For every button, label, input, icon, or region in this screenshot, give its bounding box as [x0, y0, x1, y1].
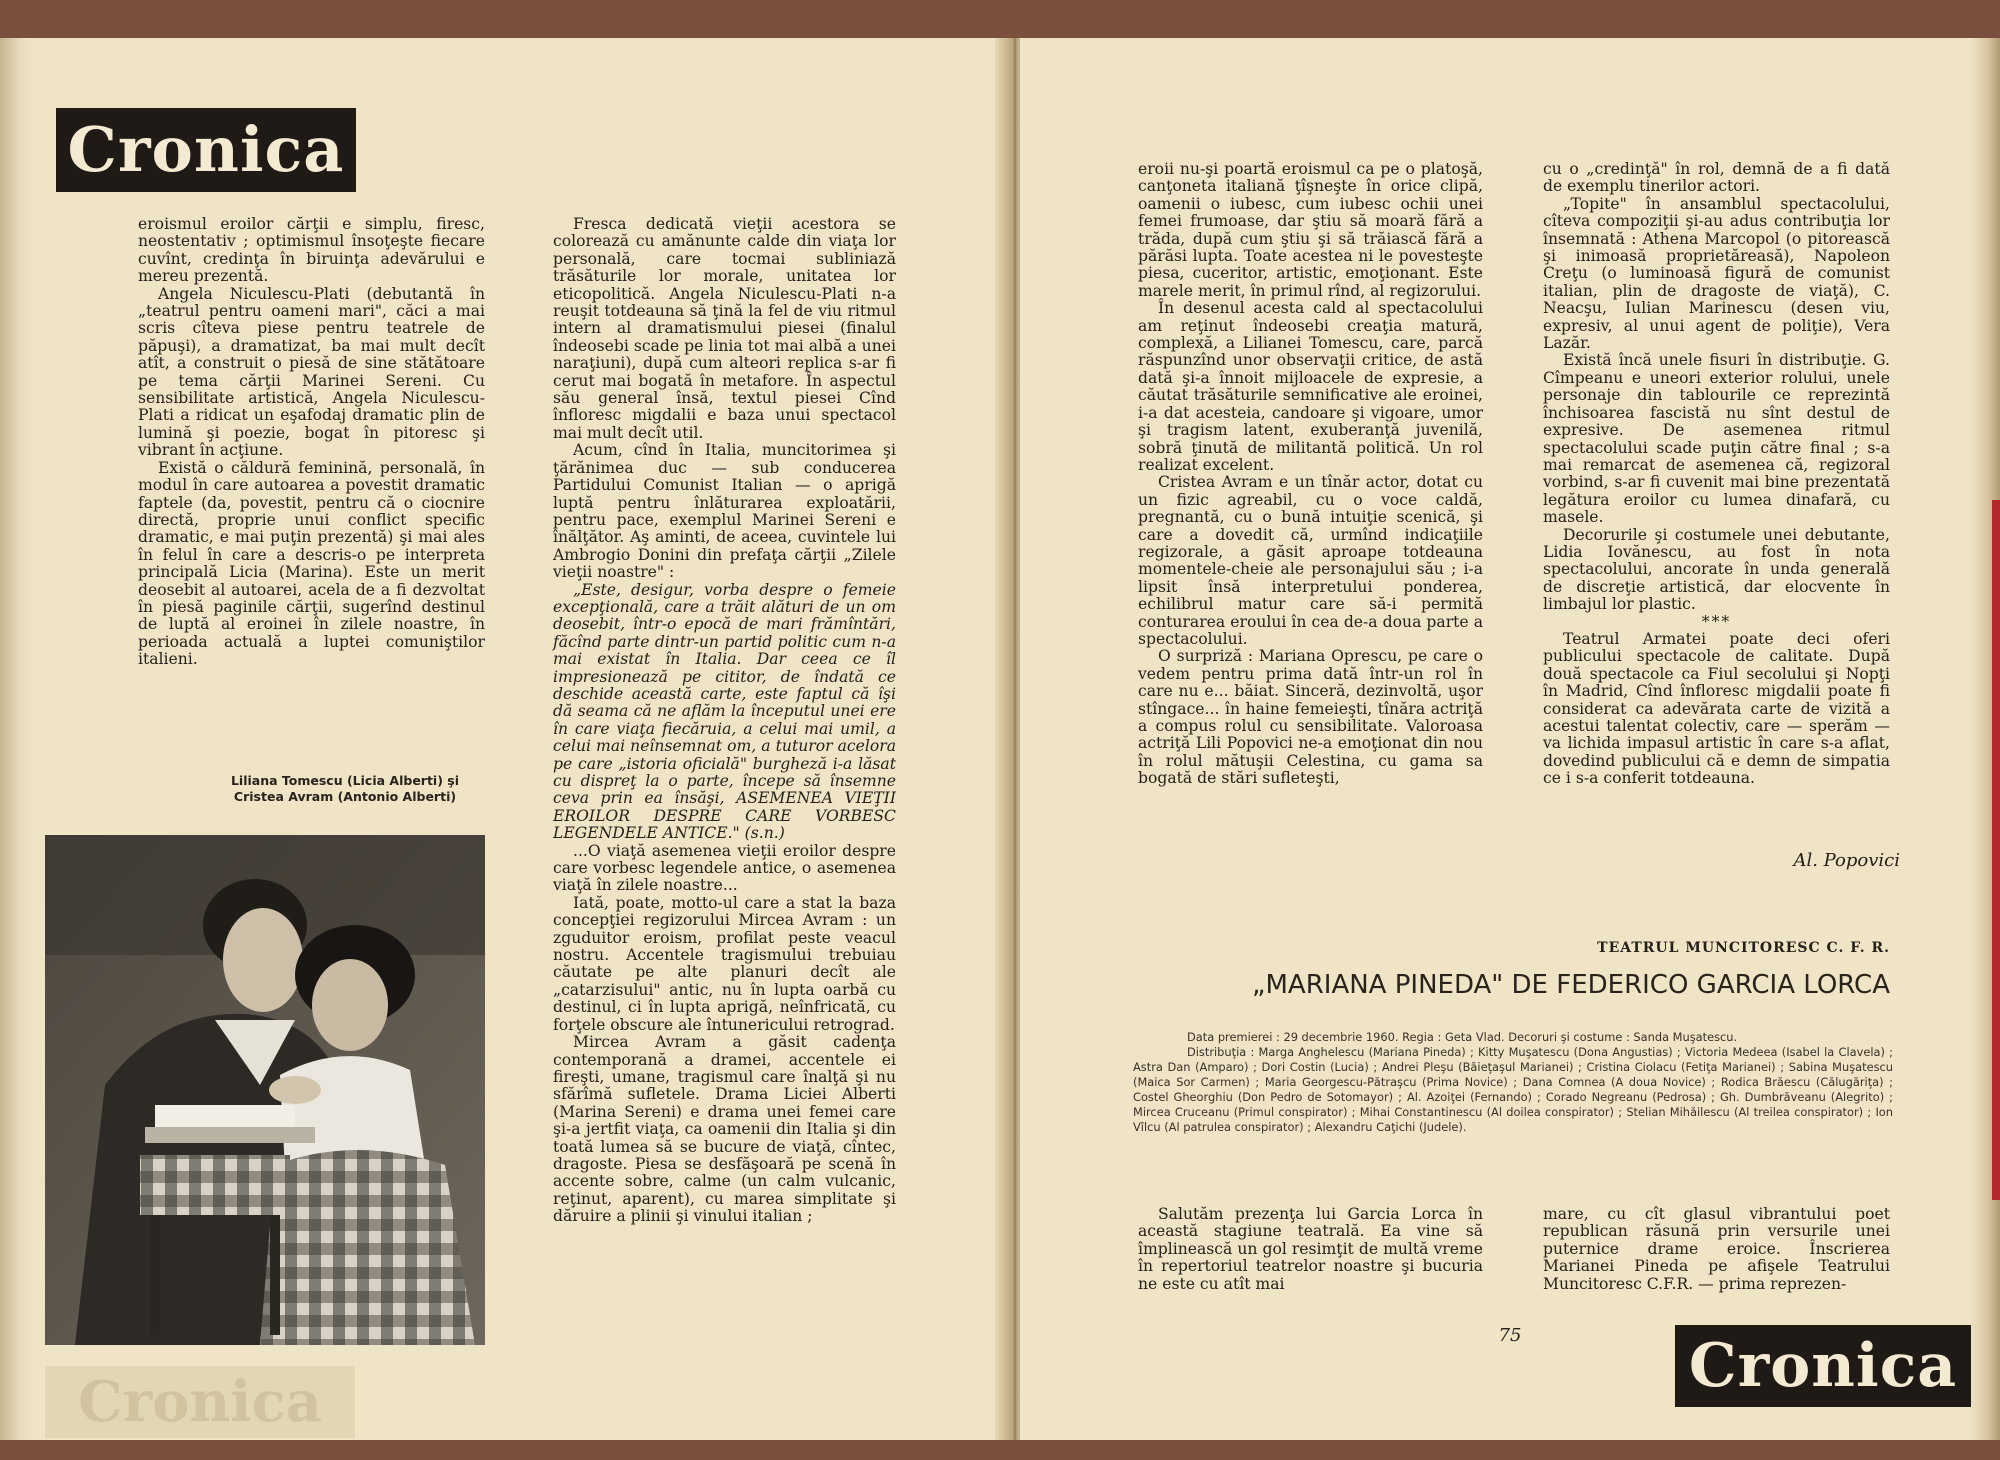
right-page — [1020, 38, 2000, 1440]
paragraph: Iată, poate, motto-ul care a stat la baza concepţiei regizorului Mircea Avram : un zguduitor eroism, profilat peste veacul nostru. Accentele tragismului trebuiau căutate pe alte planuri decît ale „catarzisului" antic, nu în lupta oarbă cu destinul, ci în lupta aprigă, neînfricată, cu forţele obscure ale întunericului retrograd. — [553, 893, 896, 1034]
red-page-tab — [1992, 500, 2000, 1200]
paragraph: Acum, cînd în Italia, muncitorimea şi ţărănimea duc — sub conducerea Partidului Comunist Italian — o aprigă luptă pentru înlăturarea exploatării, pentru pace, exemplul Marinei Sereni e înălţător. Aş aminti, de aceea, cuvintele lui Ambrogio Donini din prefaţa cărţii „Zilele vieţii noastre" : — [553, 441, 896, 582]
bottom-column-1 — [1138, 1206, 1483, 1293]
paragraph: ...O viaţă asemenea vieţii eroilor despre care vorbesc legendele antice, o asemenea viaţă în zilele noastre... — [553, 841, 896, 895]
paragraph: Angela Niculescu-Plati (debutantă în „teatrul pentru oameni mari", căci a mai scris cîteva piese pentru teatrele de păpuşi), a dramatizat, ba mai mult decît atît, a construit o piesă de sine stătătoare pe tema cărţii Marinei Sereni. Cu sensibilitate artistică, Angela Niculescu-Plati a ridicat un eşafodaj dramatic plin de lumină şi poezie, bogat în pitoresc şi vibrant în acţiune. — [138, 284, 485, 460]
quote-paragraph: „Este, desigur, vorba despre o femeie excepţională, care a trăit alături de un om deosebit, într-o epocă de mari frămîntări, făcînd parte dintr-un partid politic cum n-a mai existat în Italia. Dar ceea ce îl impresionează pe cititor, de îndată ce deschide această carte, este faptul că îşi dă seama că ne aflăm la începutul unei ere în care viaţa fiecăruia, a celui mai umil, a celui mai neînsemnat om, a tuturor acelora pe care „istoria oficială" burgheză i-a lăsat cu dispreţ la o parte, începe să însemne ceva prin ea însăşi, ASEMENEA VIEŢII EROILOR DESPRE CARE VORBESC LEGENDELE ANTICE." (s.n.) — [553, 580, 896, 843]
paragraph: Cristea Avram e un tînăr actor, dotat cu un fizic agreabil, cu o voce caldă, pregnantă, cu o bună intuiţie scenică, şi care a dovedit că, urmînd indicaţiile regizorale, a găsit aproape totdeauna momentele-cheie ale personajului său ; i-a lipsit însă interpretului ponderea, echilibrul matur care să-i permită conturarea eroului în cea de-a doua parte a spectacolului. — [1138, 473, 1483, 648]
paragraph: mare, cu cît glasul vibrantului poet republican răsună prin versurile unei puternice drame eroice. Înscrierea Marianei Pineda pe afişele Teatrului Muncitoresc C.F.R. — prima reprezen- — [1543, 1205, 1890, 1293]
right-column-1 — [1138, 161, 1483, 788]
faded-logo-print: Cronica — [45, 1366, 355, 1438]
paragraph: eroismul eroilor cărţii e simplu, firesc, neostentativ ; optimismul însoţeşte fiecare cuvînt, credinţa în biruinţa adevărului e mereu prezentă. — [138, 215, 485, 286]
credits-line: Distribuţia : Marga Anghelescu (Mariana Pineda) ; Kitty Muşatescu (Dona Angustias) ; Victoria Medeea (Isabel la Clavela) ; Astra Dan (Amparo) ; Dori Costin (Lucia) ; Andrei Pleşu (Băieţaşul Marianei) ; Cristina Ciolacu (Fetiţa Marianei) ; Sabina Muşatescu (Maica Sor Carmen) ; Maria Georgescu-Pătraşcu (Prima Novice) ; Dana Comnea (A doua Novice) ; Rodica Brăescu (Călugăriţa) ; Costel Gheorghiu (Don Pedro de Sotomayor) ; Al. Azoiţei (Fernando) ; Corado Negreanu (Pedrosa) ; Gh. Dumbrăveanu (Alegrito) ; Mircea Cruceanu (Primul conspirator) ; Mihai Constantinescu (Al doilea conspirator) ; Stelian Mihăilescu (Al treilea conspirator) ; Ion Vîlcu (Al patrulea conspirator) ; Alexandru Caţichi (Judele). — [1133, 1045, 1893, 1134]
right-column-2 — [1543, 161, 1890, 788]
paragraph: O surpriză : Mariana Oprescu, pe care o vedem pentru prima dată într-un rol în care nu e... băiat. Sinceră, dezinvoltă, uşor stîngace... în haine femeieşti, tînăra actriţă a compus rolul cu sensibilitate. Valoroasa actriţă Lili Popovici ne-a emoţionat din nou în rolul mătuşii Celestina, cu gama sa bogată de stări sufleteşti, — [1138, 647, 1483, 788]
paragraph: În desenul acesta cald al spectacolului am reţinut îndeosebi creaţia matură, complexă, a Lilianei Tomescu, care, parcă răspunzînd unor observaţii critice, de astă dată şi-a înnoit mijloacele de expresie, a căutat trăsăturile semnificative ale eroinei, i-a dat acesteia, candoare şi vigoare, umor şi tragism latent, exuberanţă juvenilă, sobră ţinută de militantă politică. Un rol realizat excelent. — [1138, 299, 1483, 474]
paragraph: Fresca dedicată vieţii acestora se colorează cu amănunte calde din viaţa lor personală, care tocmai subliniază trăsăturile lor morale, unitatea lor eticopolitică. Angela Niculescu-Plati n-a reuşit totdeauna să ţină la fel de viu ritmul intern al dramatismului piesei (finalul îndeosebi scade pe linia tot mai albă a unei naraţiuni), după cum alteori replica s-ar fi cerut mai bogată în metafore. În aspectul său general însă, textul piesei Cînd înfloresc migdalii e baza unui spectacol mai mult decît util. — [553, 215, 896, 442]
paragraph: Există încă unele fisuri în distribuţie. G. Cîmpeanu e uneori exterior rolului, unele personaje din tablourile ce reprezintă închisoarea fascistă nu sînt destul de expresive. De asemenea ritmul spectacolului scade puţin către final ; s-a mai remarcat de asemenea că, regizoral vorbind, s-ar fi cuvenit mai bine prezentată legătura eroilor cu lumea dinafară, cu masele. — [1543, 351, 1890, 527]
stage-photo — [45, 835, 485, 1345]
book-edge-top — [0, 0, 2000, 40]
author-signature: Al. Popovici — [1793, 850, 1900, 871]
paragraph: eroii nu-şi poartă eroismul ca pe o platoşă, canţoneta italiană ţîşneşte în orice clipă, oamenii o iubesc, cum iubesc ochii unei femei frumoase, dar ştiu să moară fără a trăda, după cum ştiu şi să trăiască fără a părăsi lupta. Toate acestea ni le povesteşte piesa, cuceritor, artistic, emoţionant. Este marele merit, în primul rînd, al regizorului. — [1138, 160, 1483, 300]
bottom-column-2 — [1543, 1206, 1890, 1293]
credits-line: Data premierei : 29 decembrie 1960. Regia : Geta Vlad. Decoruri şi costume : Sanda Muşatescu. — [1187, 1030, 1738, 1044]
photo-caption: Liliana Tomescu (Licia Alberti) şi Cristea Avram (Antonio Alberti) — [230, 773, 460, 804]
theatre-kicker: TEATRUL MUNCITORESC C. F. R. — [1597, 940, 1890, 956]
section-separator: *** — [1701, 612, 1732, 631]
paragraph: cu o „credinţă" în rol, demnă de a fi dată de exemplu tinerilor actori. — [1543, 160, 1890, 196]
cronica-logo-right: Cronica — [1675, 1325, 1971, 1407]
actors-photo-illustration — [45, 835, 485, 1345]
cronica-logo-left: Cronica — [56, 108, 356, 192]
article-headline: „MARIANA PINEDA" DE FEDERICO GARCIA LORCA — [1252, 970, 1890, 1000]
paragraph: „Topite" în ansamblul spectacolului, cîteva compoziţii şi-au adus contribuţia lor însemnată : Athena Marcopol (o pitorească şi inimoasă proprietăreasă), Napoleon Creţu (o luminoasă figură de comunist italian, plin de dragoste de viaţă), C. Neacşu, Iulian Marinescu (desen viu, expresiv, al unui agent de poliţie), Vera Lazăr. — [1543, 194, 1890, 353]
left-page — [0, 38, 1010, 1440]
paragraph: Salutăm prezenţa lui Garcia Lorca în această stagiune teatrală. Ea vine să împlinească un gol resimţit de multă vreme în repertoriul teatrelor noastre şi bucuria ne este cu atît mai — [1138, 1205, 1483, 1293]
page-edge-left — [0, 38, 34, 1440]
paragraph: Decorurile şi costumele unei debutante, Lidia Iovănescu, au fost în nota spectacolului, ancorate în unda generală de discreţie artistică, dar elocvente în limbajul lor plastic. — [1543, 525, 1890, 614]
paragraph: Teatrul Armatei poate deci oferi publicului spectacole de calitate. După două spectacole ca Fiul secolului şi Nopţi în Madrid, Cînd înfloresc migdalii poate fi considerat ca adevărata carte de vizită a acestui talentat colectiv, care — sperăm — va lichida impasul artistic în care s-a aflat, dovedind publicului că e demn de simpatia ce i s-a conferit totdeauna. — [1543, 629, 1890, 788]
left-column-1 — [138, 216, 485, 669]
production-credits — [1133, 1030, 1893, 1135]
page-number: 75 — [1498, 1325, 1522, 1346]
paragraph: Există o căldură feminină, personală, în modul în care autoarea a povestit dramatic faptele (da, povestit, pentru că o ciocnire directă, proprie unui conflict specific dramatic, e mai puţin prezentă) şi mai ales în felul în care a descris-o pe interpreta principală Licia (Marina). Este un merit deosebit al autoarei, acela de a fi dezvoltat în piesă paginile cărţii, sugerînd destinul de luptă al eroinei în zilele noastre, în perioada actuală a luptei comuniştilor italieni. — [138, 458, 485, 669]
paragraph: Mircea Avram a găsit cadenţa contemporană a dramei, accentele ei fireşti, umane, tragismul care înalţă şi nu sfărîmă sufletele. Drama Liciei Alberti (Marina Sereni) e drama unei femei care şi-a jertfit viaţa, ca oamenii din Italia şi din toată lumea să se bucure de viaţă, cîntec, dragoste. Piesa se desfăşoară pe scenă în accente sobre, calme (un calm vulcanic, reţinut, aparent), cu marea simplitate şi dăruire a plinii şi vinului italian ; — [553, 1033, 896, 1226]
left-column-2 — [553, 216, 896, 1226]
